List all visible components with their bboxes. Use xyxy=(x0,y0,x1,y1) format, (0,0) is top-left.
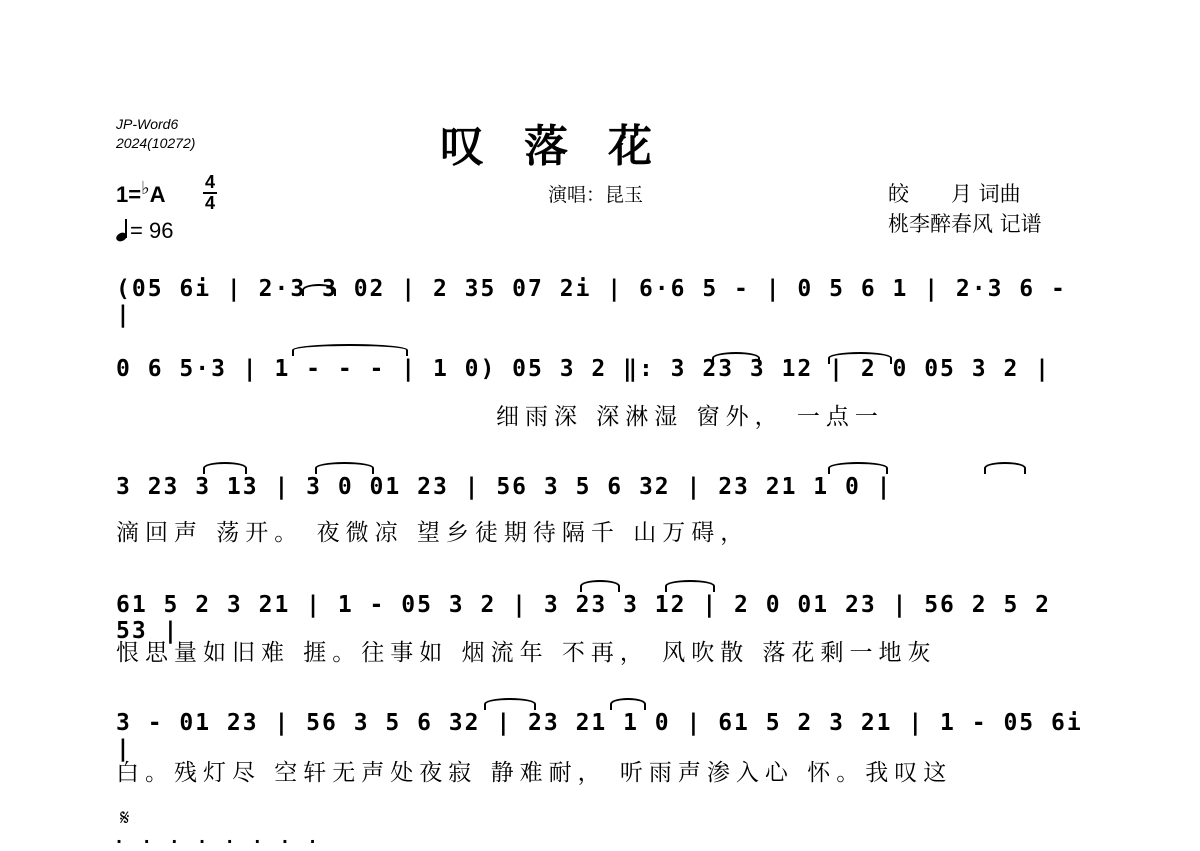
tie-arc xyxy=(828,462,888,474)
flat-icon: ♭ xyxy=(141,178,150,198)
tie-arc xyxy=(828,352,892,364)
segno-icon: 𝄋 xyxy=(120,806,130,831)
score-row-1: (05 6i | 2·3 3 02 | 2 35 07 2i | 6·6 5 - | 0 5 6 1 | 2·3 6 - | xyxy=(116,276,1067,328)
singer-credit: 演唱：昆玉 xyxy=(548,184,644,206)
song-title: 叹落花 xyxy=(440,121,692,172)
lyricist-credit: 皎 月 词曲 xyxy=(888,182,1021,206)
lyric-row-3: 滴回声 荡开。 夜微凉 望乡徒期待隔千 山万碍， xyxy=(116,520,750,546)
tie-arc xyxy=(292,344,408,356)
tie-arc xyxy=(580,580,620,592)
time-signature xyxy=(203,174,217,212)
tie-arc xyxy=(712,352,760,364)
lyric-row-2: 细雨深 深淋湿 窗外， 一点一 xyxy=(496,404,884,430)
software-label: JP-Word6 xyxy=(116,116,179,132)
quarter-note-icon xyxy=(116,219,130,241)
key-signature xyxy=(116,178,165,208)
lyric-row-5: 白。残灯尽 空轩无声处夜寂 静难耐， 听雨声渗入心 怀。我叹这 xyxy=(116,760,953,786)
score-row-3: 3 23 3 13 | 3 0 01 23 | 56 3 5 6 32 | 23 21 1 0 | xyxy=(116,474,893,500)
key-note: A xyxy=(149,182,166,207)
tie-arc xyxy=(302,284,336,296)
tempo-marking xyxy=(116,218,173,244)
tie-arc xyxy=(610,698,646,710)
score-row-4: 61 5 2 3 21 | 1 - 05 3 2 | 3 23 3 12 | 2 0 01 23 | 56 2 5 2 53 | xyxy=(116,592,1051,644)
time-signature-top: 4 xyxy=(204,172,215,192)
score-row-2: 0 6 5·3 | 1 - - - | 1 0) 05 3 2 ‖: 3 23 3 12 | 2 0 05 3 2 | xyxy=(116,356,1051,382)
tempo-value: = 96 xyxy=(130,218,174,243)
tie-arc xyxy=(203,462,247,474)
tie-arc xyxy=(984,462,1026,474)
partial-score-row: · · · · · · · · xyxy=(116,832,324,851)
tie-arc xyxy=(665,580,715,592)
key-prefix: 1= xyxy=(116,182,142,207)
tie-arc xyxy=(484,698,536,710)
score-row-5: 3 - 01 23 | 56 3 5 6 32 | 23 21 1 0 | 61 5 2 3 21 | 1 - 05 6i | xyxy=(116,710,1083,762)
score-code: 2024(10272) xyxy=(116,135,196,151)
lyric-row-4: 恨思量如旧难 捱。往事如 烟流年 不再， 风吹散 落花剩一地灰 xyxy=(116,640,937,666)
transcriber-credit: 桃李醉春风 记谱 xyxy=(888,212,1042,236)
tie-arc xyxy=(315,462,374,474)
time-signature-bottom: 4 xyxy=(204,193,215,213)
